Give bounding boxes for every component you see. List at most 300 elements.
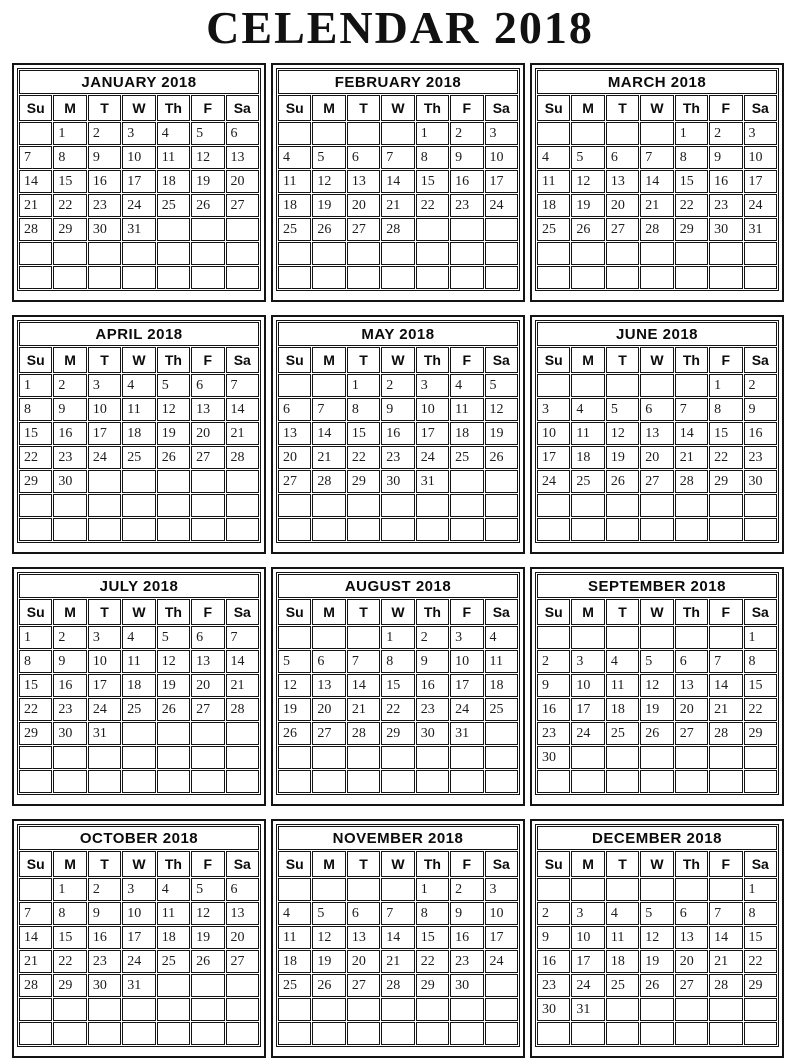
day-header: Th <box>675 599 708 625</box>
empty-cell <box>278 266 311 289</box>
day-header: M <box>571 95 604 121</box>
date-cell: 7 <box>226 374 259 397</box>
date-cell: 3 <box>485 122 518 145</box>
week-row <box>537 518 777 541</box>
empty-cell <box>191 746 224 769</box>
day-header: Th <box>675 95 708 121</box>
date-cell: 6 <box>191 374 224 397</box>
empty-cell <box>537 374 570 397</box>
date-cell: 27 <box>347 218 380 241</box>
week-row <box>278 950 518 973</box>
empty-cell <box>122 494 155 517</box>
date-cell: 5 <box>312 146 345 169</box>
day-header-row <box>537 347 777 373</box>
date-cell: 26 <box>312 974 345 997</box>
date-cell: 27 <box>675 722 708 745</box>
date-cell: 11 <box>537 170 570 193</box>
empty-cell <box>450 266 483 289</box>
empty-cell <box>640 626 673 649</box>
day-header-row <box>19 347 259 373</box>
date-cell: 25 <box>571 470 604 493</box>
empty-cell <box>347 518 380 541</box>
empty-cell <box>278 770 311 793</box>
week-row <box>19 974 259 997</box>
date-cell: 28 <box>381 974 414 997</box>
day-header: Su <box>278 599 311 625</box>
date-cell: 18 <box>278 950 311 973</box>
date-cell: 30 <box>53 470 86 493</box>
empty-cell <box>157 518 190 541</box>
date-cell: 25 <box>606 974 639 997</box>
empty-cell <box>122 266 155 289</box>
empty-cell <box>53 242 86 265</box>
month-september <box>530 567 784 806</box>
date-cell: 16 <box>450 926 483 949</box>
empty-cell <box>278 374 311 397</box>
empty-cell <box>709 242 742 265</box>
date-cell: 30 <box>88 218 121 241</box>
week-row <box>19 998 259 1021</box>
empty-cell <box>191 494 224 517</box>
empty-cell <box>381 1022 414 1045</box>
date-cell: 7 <box>19 146 52 169</box>
month-table <box>276 68 520 291</box>
day-header: Th <box>157 851 190 877</box>
empty-cell <box>675 494 708 517</box>
date-cell: 22 <box>53 950 86 973</box>
date-cell: 23 <box>450 950 483 973</box>
date-cell: 13 <box>191 398 224 421</box>
date-cell: 10 <box>88 398 121 421</box>
date-cell: 12 <box>571 170 604 193</box>
date-cell: 4 <box>537 146 570 169</box>
day-header: Su <box>278 347 311 373</box>
empty-cell <box>191 218 224 241</box>
date-cell: 4 <box>606 902 639 925</box>
empty-cell <box>19 494 52 517</box>
date-cell: 19 <box>485 422 518 445</box>
week-row <box>537 650 777 673</box>
date-cell: 13 <box>347 926 380 949</box>
empty-cell <box>571 122 604 145</box>
date-cell: 14 <box>381 170 414 193</box>
date-cell: 3 <box>571 902 604 925</box>
day-header: T <box>606 95 639 121</box>
day-header: F <box>450 599 483 625</box>
date-cell: 11 <box>157 902 190 925</box>
date-cell: 14 <box>312 422 345 445</box>
empty-cell <box>416 218 449 241</box>
empty-cell <box>53 494 86 517</box>
empty-cell <box>191 470 224 493</box>
week-row <box>537 722 777 745</box>
week-row <box>537 950 777 973</box>
week-row <box>537 770 777 793</box>
month-title-row <box>19 322 259 346</box>
date-cell: 19 <box>157 422 190 445</box>
date-cell: 11 <box>450 398 483 421</box>
week-row <box>537 1022 777 1045</box>
month-title-row <box>19 826 259 850</box>
date-cell: 3 <box>537 398 570 421</box>
empty-cell <box>88 518 121 541</box>
date-cell: 8 <box>19 650 52 673</box>
empty-cell <box>19 242 52 265</box>
empty-cell <box>226 722 259 745</box>
empty-cell <box>122 242 155 265</box>
date-cell: 12 <box>191 902 224 925</box>
day-header: Th <box>416 347 449 373</box>
empty-cell <box>416 746 449 769</box>
empty-cell <box>226 746 259 769</box>
date-cell: 3 <box>122 878 155 901</box>
date-cell: 24 <box>485 194 518 217</box>
date-cell: 28 <box>226 698 259 721</box>
date-cell: 25 <box>537 218 570 241</box>
week-row <box>19 626 259 649</box>
date-cell: 22 <box>709 446 742 469</box>
date-cell: 22 <box>416 950 449 973</box>
date-cell: 18 <box>157 926 190 949</box>
date-cell: 9 <box>381 398 414 421</box>
day-header: M <box>312 599 345 625</box>
date-cell: 12 <box>640 674 673 697</box>
empty-cell <box>312 626 345 649</box>
empty-cell <box>88 470 121 493</box>
date-cell: 29 <box>744 722 777 745</box>
empty-cell <box>606 1022 639 1045</box>
empty-cell <box>416 770 449 793</box>
date-cell: 22 <box>53 194 86 217</box>
date-cell: 13 <box>278 422 311 445</box>
empty-cell <box>606 770 639 793</box>
date-cell: 17 <box>88 422 121 445</box>
date-cell: 9 <box>53 398 86 421</box>
empty-cell <box>744 746 777 769</box>
empty-cell <box>19 998 52 1021</box>
empty-cell <box>606 266 639 289</box>
week-row <box>278 974 518 997</box>
date-cell: 17 <box>88 674 121 697</box>
date-cell: 31 <box>88 722 121 745</box>
week-row <box>278 218 518 241</box>
date-cell: 21 <box>640 194 673 217</box>
week-row <box>537 878 777 901</box>
date-cell: 24 <box>485 950 518 973</box>
date-cell: 2 <box>450 878 483 901</box>
date-cell: 8 <box>709 398 742 421</box>
day-header: W <box>122 599 155 625</box>
date-cell: 10 <box>122 902 155 925</box>
date-cell: 31 <box>122 974 155 997</box>
month-title: JULY 2018 <box>19 574 259 598</box>
date-cell: 12 <box>606 422 639 445</box>
date-cell: 13 <box>640 422 673 445</box>
week-row <box>19 170 259 193</box>
month-table <box>17 68 261 291</box>
date-cell: 23 <box>537 974 570 997</box>
date-cell: 13 <box>191 650 224 673</box>
month-title: FEBRUARY 2018 <box>278 70 518 94</box>
date-cell: 11 <box>157 146 190 169</box>
date-cell: 15 <box>675 170 708 193</box>
week-row <box>278 998 518 1021</box>
date-cell: 25 <box>606 722 639 745</box>
empty-cell <box>640 878 673 901</box>
empty-cell <box>53 266 86 289</box>
date-cell: 8 <box>744 650 777 673</box>
date-cell: 19 <box>157 674 190 697</box>
date-cell: 9 <box>450 902 483 925</box>
empty-cell <box>19 122 52 145</box>
empty-cell <box>709 1022 742 1045</box>
empty-cell <box>88 266 121 289</box>
week-row <box>278 422 518 445</box>
date-cell: 2 <box>537 650 570 673</box>
week-row <box>537 926 777 949</box>
date-cell: 15 <box>53 170 86 193</box>
date-cell: 20 <box>675 950 708 973</box>
week-row <box>19 878 259 901</box>
empty-cell <box>450 770 483 793</box>
empty-cell <box>416 494 449 517</box>
empty-cell <box>485 722 518 745</box>
empty-cell <box>675 770 708 793</box>
month-title-row <box>19 70 259 94</box>
empty-cell <box>157 218 190 241</box>
date-cell: 18 <box>122 674 155 697</box>
week-row <box>537 218 777 241</box>
week-row <box>19 494 259 517</box>
date-cell: 27 <box>312 722 345 745</box>
empty-cell <box>347 770 380 793</box>
empty-cell <box>744 770 777 793</box>
empty-cell <box>191 1022 224 1045</box>
empty-cell <box>606 494 639 517</box>
empty-cell <box>537 878 570 901</box>
week-row <box>537 122 777 145</box>
date-cell: 26 <box>312 218 345 241</box>
empty-cell <box>675 518 708 541</box>
date-cell: 31 <box>122 218 155 241</box>
month-title-row <box>278 70 518 94</box>
date-cell: 8 <box>53 146 86 169</box>
day-header: M <box>571 599 604 625</box>
date-cell: 22 <box>19 698 52 721</box>
week-row <box>537 146 777 169</box>
date-cell: 19 <box>278 698 311 721</box>
date-cell: 2 <box>381 374 414 397</box>
date-cell: 31 <box>571 998 604 1021</box>
date-cell: 6 <box>191 626 224 649</box>
empty-cell <box>640 770 673 793</box>
day-header: Su <box>19 347 52 373</box>
date-cell: 29 <box>347 470 380 493</box>
empty-cell <box>53 1022 86 1045</box>
empty-cell <box>606 626 639 649</box>
month-table <box>276 320 520 543</box>
date-cell: 12 <box>312 926 345 949</box>
date-cell: 17 <box>537 446 570 469</box>
date-cell: 14 <box>640 170 673 193</box>
date-cell: 17 <box>571 950 604 973</box>
date-cell: 25 <box>278 974 311 997</box>
day-header: M <box>571 851 604 877</box>
week-row <box>278 446 518 469</box>
empty-cell <box>640 266 673 289</box>
empty-cell <box>709 518 742 541</box>
empty-cell <box>744 242 777 265</box>
week-row <box>19 218 259 241</box>
date-cell: 9 <box>537 674 570 697</box>
empty-cell <box>157 998 190 1021</box>
week-row <box>278 698 518 721</box>
date-cell: 12 <box>485 398 518 421</box>
empty-cell <box>640 998 673 1021</box>
date-cell: 28 <box>381 218 414 241</box>
date-cell: 11 <box>278 170 311 193</box>
day-header: Sa <box>226 599 259 625</box>
date-cell: 28 <box>709 722 742 745</box>
date-cell: 2 <box>53 626 86 649</box>
empty-cell <box>226 974 259 997</box>
date-cell: 9 <box>744 398 777 421</box>
week-row <box>19 398 259 421</box>
date-cell: 11 <box>485 650 518 673</box>
day-header: W <box>640 347 673 373</box>
date-cell: 13 <box>347 170 380 193</box>
date-cell: 18 <box>157 170 190 193</box>
empty-cell <box>312 374 345 397</box>
day-header: Th <box>416 95 449 121</box>
date-cell: 18 <box>606 950 639 973</box>
date-cell: 14 <box>381 926 414 949</box>
date-cell: 24 <box>537 470 570 493</box>
month-january <box>12 63 266 302</box>
empty-cell <box>157 974 190 997</box>
day-header: W <box>640 95 673 121</box>
empty-cell <box>709 494 742 517</box>
date-cell: 8 <box>19 398 52 421</box>
day-header: M <box>312 851 345 877</box>
week-row <box>278 170 518 193</box>
date-cell: 30 <box>537 998 570 1021</box>
date-cell: 26 <box>191 950 224 973</box>
empty-cell <box>191 266 224 289</box>
empty-cell <box>416 266 449 289</box>
empty-cell <box>744 266 777 289</box>
date-cell: 3 <box>571 650 604 673</box>
date-cell: 16 <box>450 170 483 193</box>
date-cell: 22 <box>347 446 380 469</box>
date-cell: 27 <box>226 950 259 973</box>
empty-cell <box>226 770 259 793</box>
empty-cell <box>485 494 518 517</box>
week-row <box>537 422 777 445</box>
date-cell: 31 <box>744 218 777 241</box>
date-cell: 20 <box>640 446 673 469</box>
date-cell: 12 <box>312 170 345 193</box>
date-cell: 6 <box>226 122 259 145</box>
date-cell: 10 <box>450 650 483 673</box>
date-cell: 5 <box>191 122 224 145</box>
date-cell: 24 <box>571 722 604 745</box>
date-cell: 6 <box>347 902 380 925</box>
month-june <box>530 315 784 554</box>
date-cell: 18 <box>606 698 639 721</box>
day-header: Sa <box>485 851 518 877</box>
date-cell: 18 <box>278 194 311 217</box>
date-cell: 8 <box>675 146 708 169</box>
week-row <box>19 698 259 721</box>
date-cell: 6 <box>606 146 639 169</box>
date-cell: 29 <box>709 470 742 493</box>
month-title: APRIL 2018 <box>19 322 259 346</box>
week-row <box>278 722 518 745</box>
empty-cell <box>381 518 414 541</box>
week-row <box>19 446 259 469</box>
empty-cell <box>606 746 639 769</box>
date-cell: 2 <box>88 878 121 901</box>
day-header: T <box>88 347 121 373</box>
empty-cell <box>450 518 483 541</box>
date-cell: 16 <box>88 926 121 949</box>
empty-cell <box>571 746 604 769</box>
date-cell: 12 <box>640 926 673 949</box>
date-cell: 4 <box>122 626 155 649</box>
empty-cell <box>381 998 414 1021</box>
date-cell: 8 <box>416 902 449 925</box>
day-header: Sa <box>485 347 518 373</box>
date-cell: 25 <box>450 446 483 469</box>
month-march <box>530 63 784 302</box>
date-cell: 29 <box>19 722 52 745</box>
date-cell: 3 <box>485 878 518 901</box>
date-cell: 5 <box>606 398 639 421</box>
empty-cell <box>19 518 52 541</box>
week-row <box>19 902 259 925</box>
week-row <box>19 926 259 949</box>
day-header: M <box>53 599 86 625</box>
date-cell: 22 <box>744 698 777 721</box>
date-cell: 20 <box>347 194 380 217</box>
empty-cell <box>381 494 414 517</box>
day-header-row <box>19 851 259 877</box>
empty-cell <box>485 998 518 1021</box>
empty-cell <box>157 770 190 793</box>
date-cell: 1 <box>347 374 380 397</box>
empty-cell <box>606 998 639 1021</box>
date-cell: 15 <box>347 422 380 445</box>
day-header: T <box>88 95 121 121</box>
date-cell: 21 <box>226 674 259 697</box>
empty-cell <box>88 494 121 517</box>
empty-cell <box>122 518 155 541</box>
date-cell: 23 <box>537 722 570 745</box>
month-title-row <box>537 322 777 346</box>
month-title: OCTOBER 2018 <box>19 826 259 850</box>
date-cell: 18 <box>571 446 604 469</box>
date-cell: 25 <box>485 698 518 721</box>
week-row <box>278 494 518 517</box>
date-cell: 7 <box>19 902 52 925</box>
date-cell: 9 <box>416 650 449 673</box>
week-row <box>19 1022 259 1045</box>
empty-cell <box>157 266 190 289</box>
week-row <box>278 518 518 541</box>
week-row <box>537 674 777 697</box>
empty-cell <box>450 1022 483 1045</box>
